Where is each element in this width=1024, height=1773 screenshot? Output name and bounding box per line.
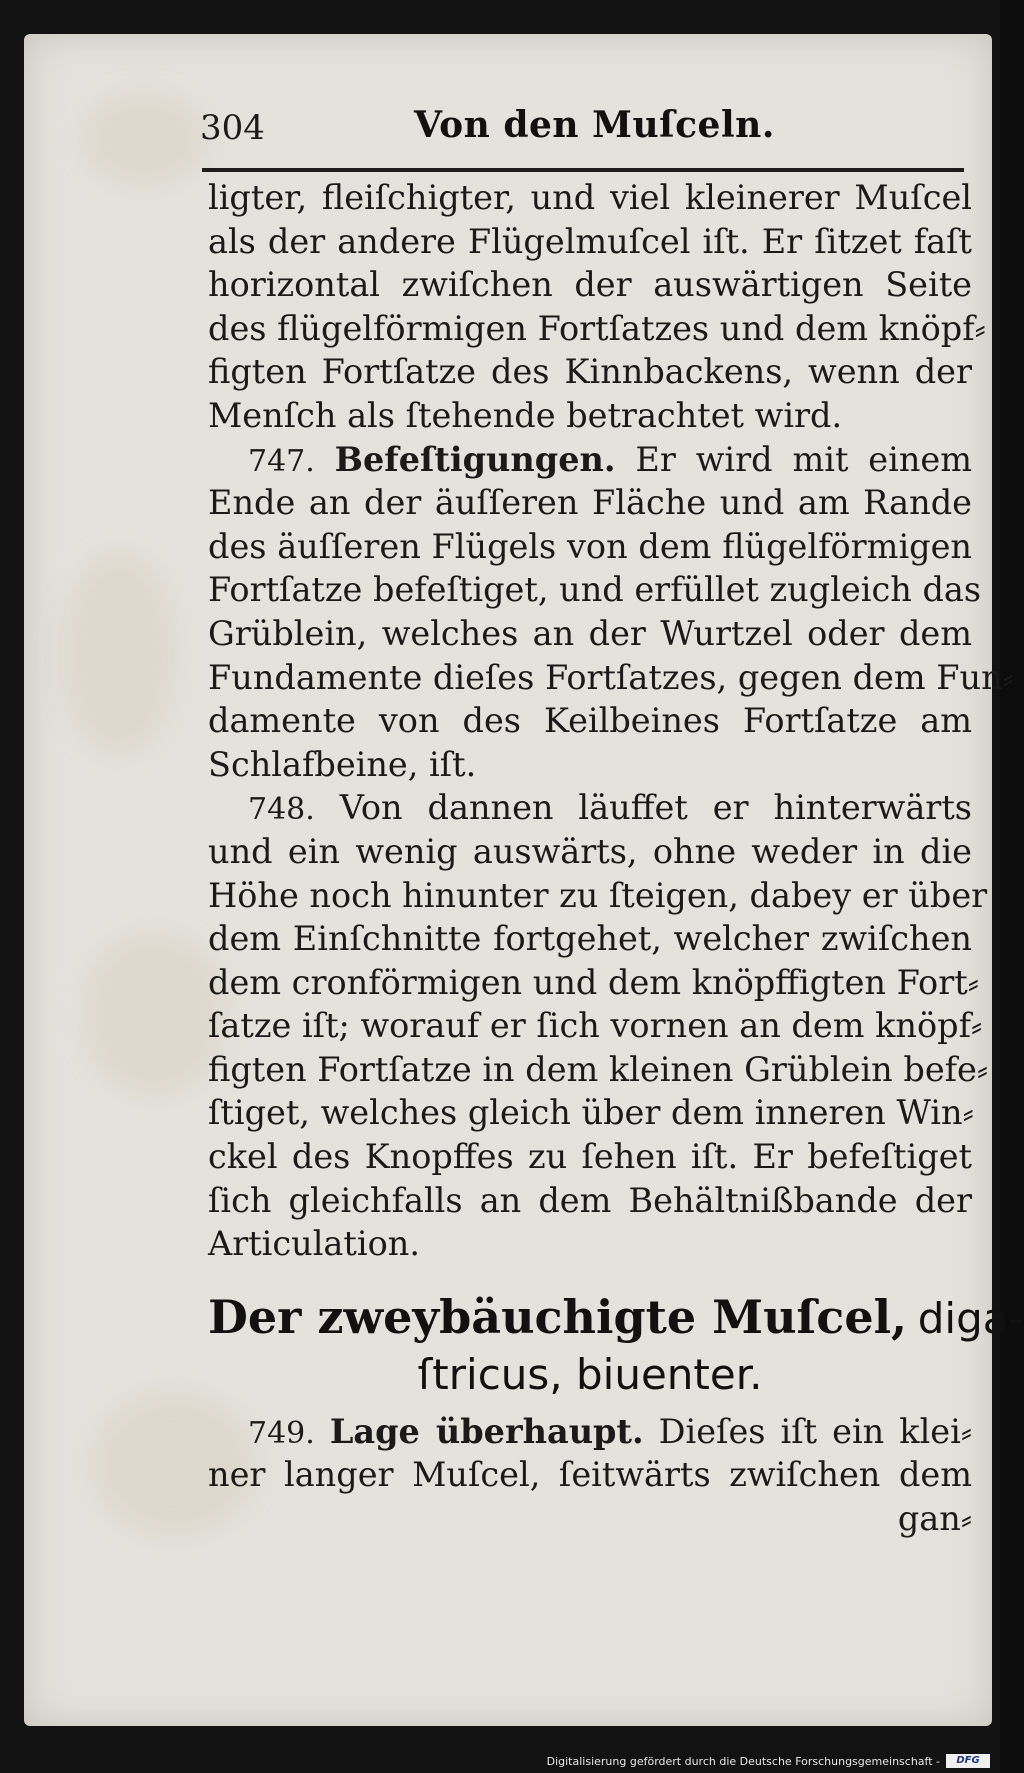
text-line: Höhe noch hinunter zu ſteigen, dabey er über <box>208 875 988 915</box>
paragraph-747-first-line <box>208 438 972 482</box>
text-fragment: Von dannen läuffet er hinterwärts <box>339 788 972 828</box>
text-line: dem Einſchnitte fortgehet, welcher zwiſchen <box>208 919 972 959</box>
page-number: 304 <box>200 108 265 148</box>
text-line: ckel des Knopffes zu ſehen iſt. Er befeſtiget <box>208 1137 972 1177</box>
text-line: des äuſſeren Flügels von dem flügelförmigen <box>208 526 972 566</box>
text-line: Articulation. <box>208 1224 420 1264</box>
running-head: Von den Muſceln. <box>414 104 775 146</box>
paragraph-number: 748. <box>248 792 315 828</box>
page-header <box>200 104 970 168</box>
text-line: Fundamente dieſes Fortſatzes, gegen dem Fun⸗ <box>208 657 1014 697</box>
text-line: Grüblein, welches an der Wurtzel oder dem <box>208 613 972 653</box>
text-line: damente von des Keilbeines Fortſatze am <box>208 701 972 741</box>
paragraph-lead: Befeſtigungen. <box>334 439 616 479</box>
text-line: Fortſatze befeſtiget, und erfüllet zugleich das <box>208 570 982 610</box>
text-fragment: Dieſes iſt ein klei⸗ <box>658 1411 972 1451</box>
section-heading <box>208 1286 1024 1402</box>
text-line: Schlafbeine, iſt. <box>208 744 477 784</box>
section-title-german: Der zweybäuchigte Muſcel, <box>208 1289 908 1344</box>
text-line: figten Fortſatze in dem kleinen Grüblein befe⸗ <box>208 1049 989 1089</box>
paper-stain <box>84 934 224 1094</box>
text-line: ſatze iſt; worauf er ſich vornen an dem knöpf⸗ <box>208 1006 983 1046</box>
text-line: ligter, fleiſchigter, und viel kleinerer Muſcel <box>208 178 972 217</box>
text-line: dem cronförmigen und dem knöpffigten Fort⸗ <box>208 962 979 1002</box>
header-rule <box>202 168 964 172</box>
paragraph-number: 749. <box>248 1415 315 1451</box>
catchword: gan⸗ <box>897 1499 972 1539</box>
text-line: ſich gleichfalls an dem Behältnißbande der <box>208 1180 972 1220</box>
text-line: horizontal zwiſchen der auswärtigen Seite <box>208 265 972 305</box>
paper-stain <box>64 554 174 754</box>
text-line: figten Fortſatze des Kinnbackens, wenn der <box>208 352 972 392</box>
section-heading-line <box>208 1286 1024 1348</box>
text-line: des flügelförmigen Fortſatzes und dem knöpf⸗ <box>208 308 986 348</box>
paper-stain <box>84 94 204 184</box>
text-line: ſtiget, welches gleich über dem inneren Win⸗ <box>208 1093 974 1133</box>
text-line: Ende an der äuſſeren Fläche und am Rande <box>208 483 972 523</box>
section-title-latin-continued: ſtricus, biuenter. <box>417 1349 763 1399</box>
text-line: als der andere Flügelmuſcel iſt. Er ſitzet faſt <box>208 221 972 261</box>
text-block <box>208 176 1024 1541</box>
text-fragment: Er wird mit einem <box>635 439 972 479</box>
text-line: ner langer Muſcel, ſeitwärts zwiſchen dem <box>208 1455 972 1495</box>
text-line: und ein wenig auswärts, ohne weder in die <box>208 831 972 871</box>
dfg-logo: DFG <box>946 1754 990 1768</box>
paragraph-748-first-line <box>208 786 972 830</box>
paragraph-749-first-line <box>208 1410 972 1454</box>
paragraph-lead: Lage überhaupt. <box>329 1411 644 1451</box>
paragraph-number: 747. <box>248 443 315 479</box>
section-title-latin: diga- <box>917 1293 1024 1343</box>
text-line: Menſch als ſtehende betrachtet wird. <box>208 395 843 435</box>
digitization-credit: Digitalisierung gefördert durch die Deutsche Forschungsgemeinschaft - <box>546 1755 940 1768</box>
